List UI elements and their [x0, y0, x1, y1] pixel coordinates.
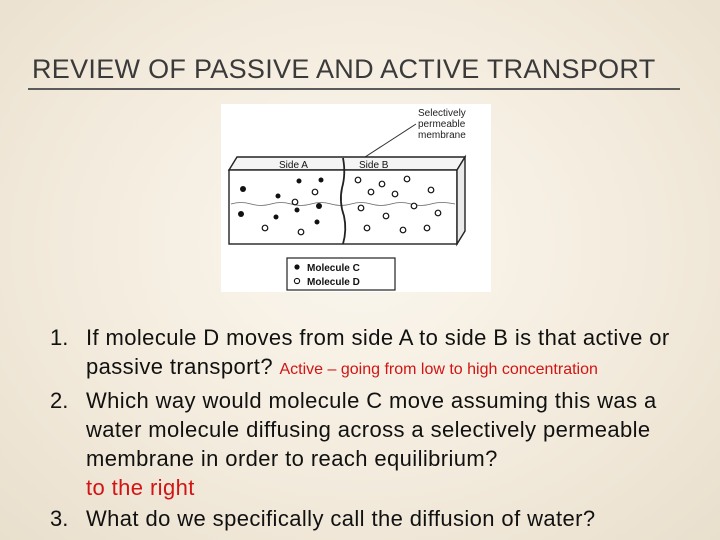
molecule-d: [379, 181, 385, 187]
legend-c-marker: [294, 264, 299, 269]
molecule-d: [424, 225, 430, 231]
legend-c-label: Molecule C: [307, 263, 360, 274]
question-2-answer: to the right: [86, 475, 195, 500]
legend-d-marker: [294, 278, 299, 283]
question-3-prompt: What do we specifically call the diffusion of water?: [86, 506, 596, 531]
question-1-prompt: If molecule D moves from side A to side B is that active or passive transport?: [86, 325, 670, 379]
molecule-c: [238, 211, 244, 217]
molecule-d: [435, 210, 441, 216]
molecule-d: [312, 189, 318, 195]
membrane-diagram-svg: [221, 104, 491, 292]
molecule-c: [316, 203, 322, 209]
molecule-c: [240, 186, 246, 192]
molecule-d: [364, 225, 370, 231]
molecule-d: [358, 205, 364, 211]
molecule-c: [274, 215, 279, 220]
membrane-label-line3: membrane: [418, 130, 466, 141]
molecule-c: [276, 194, 281, 199]
container-side: [457, 157, 465, 244]
question-text: [86, 386, 700, 502]
molecule-d: [292, 199, 298, 205]
molecule-d: [400, 227, 406, 233]
molecule-d: [368, 189, 374, 195]
molecule-d: [392, 191, 398, 197]
membrane-diagram: [221, 104, 491, 292]
question-text: [86, 504, 700, 533]
title-underline: [28, 88, 680, 90]
question-2-prompt: Which way would molecule C move assuming this was a water molecule diffusing across a selectively permeable membrane in order to reach equilibrium?: [86, 388, 657, 471]
molecule-c: [319, 178, 324, 183]
molecule-c: [315, 220, 320, 225]
question-2: [50, 386, 700, 502]
molecule-c: [297, 179, 302, 184]
membrane-label-line1: Selectively: [418, 108, 466, 119]
question-number: 2.: [50, 388, 69, 413]
question-1-answer: Active – going from low to high concentration: [279, 361, 598, 378]
molecule-d: [262, 225, 268, 231]
slide-title: REVIEW OF PASSIVE AND ACTIVE TRANSPORT: [32, 54, 656, 84]
molecule-d: [411, 203, 417, 209]
container-top: [229, 157, 465, 170]
question-3: [50, 504, 700, 533]
molecule-d: [298, 229, 304, 235]
molecule-d: [428, 187, 434, 193]
question-1: [50, 323, 700, 384]
molecule-d: [355, 177, 361, 183]
question-text: [86, 323, 700, 384]
side-a-label: Side A: [279, 160, 308, 171]
membrane-label-line2: permeable: [418, 119, 466, 130]
legend-d-label: Molecule D: [307, 277, 360, 288]
molecule-d: [404, 176, 410, 182]
molecule-d: [383, 213, 389, 219]
question-list: [50, 323, 700, 533]
question-number: 3.: [50, 506, 69, 531]
side-b-label: Side B: [359, 160, 389, 171]
molecule-c: [295, 208, 300, 213]
question-number: 1.: [50, 325, 69, 350]
